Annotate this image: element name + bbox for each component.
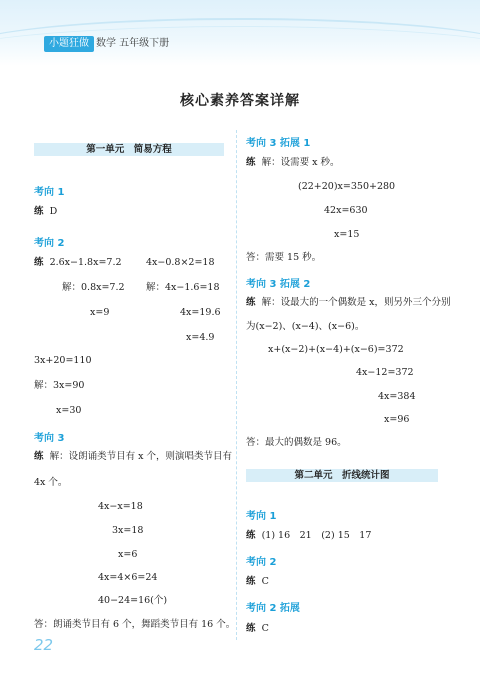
section-heading: 考向 2	[246, 557, 277, 568]
equation: 4x−0.8×2=18	[146, 257, 215, 268]
brand-badge: 小题狂做	[44, 36, 94, 52]
answer-text: D	[49, 206, 58, 217]
answer-text: 解：设最大的一个偶数是 x，则另外三个分别	[261, 297, 451, 308]
section-heading: 考向 3 拓展 1	[246, 138, 311, 149]
practice-label: 练	[246, 623, 256, 634]
equation: 解：0.8x=7.2	[62, 282, 125, 293]
answer-text: 解：设朗诵类节目有 x 个，则演唱类节目有	[49, 451, 232, 462]
answer-line	[246, 576, 269, 588]
answer-text: 答：最大的偶数是 96。	[246, 437, 347, 448]
equation: 4x−12=372	[356, 367, 414, 378]
equation: 解：4x−1.6=18	[146, 282, 220, 293]
section-heading: 考向 3	[34, 433, 65, 444]
practice-label: 练	[34, 257, 44, 268]
practice-label: 练	[246, 297, 256, 308]
section-heading: 考向 3 拓展 2	[246, 279, 311, 290]
practice-label: 练	[34, 451, 44, 462]
answer-text: 4x 个。	[34, 477, 68, 488]
equation: 解：3x=90	[34, 380, 85, 391]
equation: 3x=18	[112, 525, 144, 536]
equation: x=96	[384, 414, 410, 425]
answer-text: (1) 16 21 (2) 15 17	[261, 530, 372, 541]
equation: 3x+20=110	[34, 355, 92, 366]
practice-label: 练	[34, 206, 44, 217]
section-heading: 考向 1	[34, 187, 65, 198]
equation: x=30	[56, 405, 82, 416]
unit-bar: 第一单元 简易方程	[34, 143, 224, 156]
answer-line	[34, 206, 57, 218]
equation: x=4.9	[186, 332, 215, 343]
section-heading: 考向 1	[246, 511, 277, 522]
section-heading: 考向 2	[34, 238, 65, 249]
answer-text: C	[261, 576, 269, 587]
unit-bar: 第二单元 折线统计图	[246, 469, 438, 482]
equation: (22+20)x=350+280	[298, 181, 396, 192]
column-divider	[236, 130, 237, 640]
answer-text: 答：需要 15 秒。	[246, 252, 322, 263]
answer-line	[34, 257, 122, 269]
practice-label: 练	[246, 576, 256, 587]
equation: 42x=630	[324, 205, 368, 216]
answer-text: 为(x−2)、(x−4)、(x−6)。	[246, 321, 365, 332]
answer-line	[34, 451, 232, 463]
answer-text: 答：朗诵类节目有 6 个，舞蹈类节目有 16 个。	[34, 619, 236, 630]
equation: x=6	[118, 549, 138, 560]
page-number: 22	[34, 636, 54, 654]
book-subject: 数学 五年级下册	[96, 38, 170, 49]
answer-text: C	[261, 623, 269, 634]
page-header	[0, 0, 480, 66]
equation: x=15	[334, 229, 360, 240]
section-heading: 考向 2 拓展	[246, 603, 300, 614]
equation: 2.6x−1.8x=7.2	[49, 257, 122, 268]
equation: 4x=4×6=24	[98, 572, 158, 583]
answer-text: 解：设需要 x 秒。	[261, 157, 340, 168]
practice-label: 练	[246, 157, 256, 168]
equation: 4x−x=18	[98, 501, 143, 512]
answer-line	[246, 297, 450, 309]
answer-line	[246, 623, 269, 635]
equation: 40−24=16(个)	[98, 595, 168, 606]
practice-label: 练	[246, 530, 256, 541]
page-title: 核心素养答案详解	[180, 93, 300, 109]
equation: 4x=19.6	[180, 307, 221, 318]
answer-line	[246, 530, 371, 542]
equation: x+(x−2)+(x−4)+(x−6)=372	[268, 344, 404, 355]
equation: x=9	[90, 307, 110, 318]
answer-line	[246, 157, 339, 169]
equation: 4x=384	[378, 391, 416, 402]
